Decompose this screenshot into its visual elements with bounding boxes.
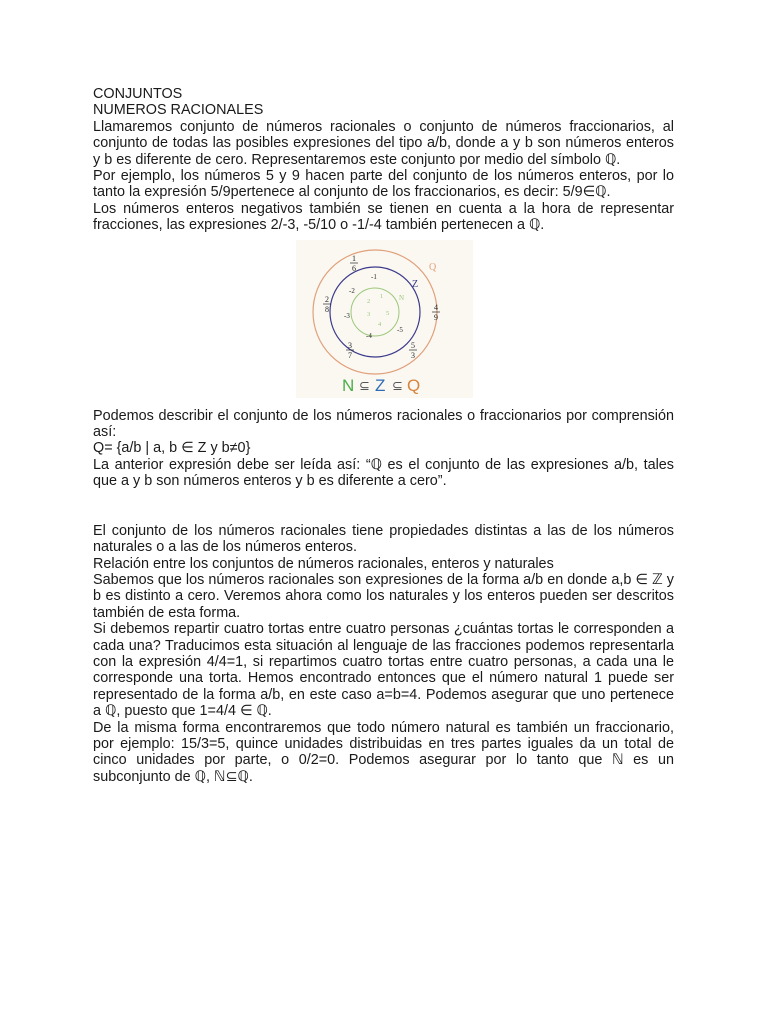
fraction-denominator: 9	[434, 312, 438, 322]
fraction-denominator: 7	[348, 350, 352, 360]
caption-integer-symbol: Z	[375, 375, 386, 395]
integer-element: -1	[371, 272, 377, 281]
caption-subset-symbol: ⊆	[359, 377, 370, 393]
subset-caption	[342, 376, 420, 395]
caption-natural-symbol: N	[342, 375, 355, 395]
document-heading-conjuntos: CONJUNTOS	[93, 86, 183, 102]
natural-elements	[367, 293, 389, 328]
paragraph-relation: Sabemos que los números racionales son expresiones de la forma a/b en donde a,b ∈ ℤ y b es distinto a cero. Veremos ahora como los naturales y los enteros pueden ser descritos también de esta forma.	[93, 571, 674, 621]
paragraph-properties: El conjunto de los números racionales tiene propiedades distintas a las de los números naturales o a las de los números enteros.	[93, 522, 674, 556]
caption-subset-symbol: ⊆	[392, 377, 403, 393]
paragraph-spacer	[93, 490, 674, 523]
natural-element: 1	[380, 292, 384, 300]
fraction-five-thirds	[409, 341, 417, 360]
integer-set-label: Z	[412, 278, 419, 290]
rational-set-label: Q	[429, 261, 437, 273]
section-subheading: Relación entre los conjuntos de números racionales, enteros y naturales	[93, 555, 554, 572]
natural-element: 5	[386, 309, 390, 317]
natural-set-circle	[351, 288, 399, 336]
fraction-numerator: 4	[434, 302, 438, 312]
fraction-numerator: 2	[325, 294, 329, 304]
paragraph-definition: Llamaremos conjunto de números racionales o conjunto de números fraccionarios, al conjunto de todas las posibles expresiones del tipo a/b, donde a y b son números enteros y b es diferente de cero. Representaremos este conjunto por medio del símbolo ℚ.	[93, 118, 674, 168]
paragraph-comprehension: Podemos describir el conjunto de los números racionales o fraccionarios por comprensión así:	[93, 407, 674, 441]
natural-element: 3	[367, 310, 371, 318]
caption-rational-symbol: Q	[407, 375, 421, 395]
fraction-numerator: 3	[348, 340, 352, 350]
paragraph-negative-integers: Los números enteros negativos también se tienen en cuenta a la hora de representar fracciones, las expresiones 2/-3, -5/10 o -1/-4 también pertenecen a ℚ.	[93, 200, 674, 234]
natural-set-label: N	[399, 293, 405, 302]
sets-diagram-svg	[296, 240, 473, 398]
paragraph-reading: La anterior expresión debe ser leída así: “ℚ es el conjunto de las expresiones a/b, tales que a y b son números enteros y b es diferente a cero”.	[93, 456, 674, 490]
figure-container	[93, 240, 674, 402]
natural-element: 4	[378, 320, 382, 328]
fraction-numerator: 1	[352, 253, 356, 263]
fraction-four-ninths	[432, 303, 440, 322]
integer-elements	[344, 273, 403, 340]
set-builder-formula: Q= {a/b | a, b ∈ Z y b≠0}	[93, 440, 251, 457]
rational-set-circle	[313, 250, 437, 374]
fraction-denominator: 6	[352, 263, 356, 273]
fraction-elements	[323, 254, 440, 360]
fraction-one-sixth	[350, 254, 358, 273]
fraction-denominator: 8	[325, 304, 329, 314]
integer-element: -2	[349, 286, 355, 295]
fraction-numerator: 5	[411, 340, 415, 350]
paragraph-example: Por ejemplo, los números 5 y 9 hacen parte del conjunto de los números enteros, por lo tanto la expresión 5/9pertenece al conjunto de los fraccionarios, es decir: 5/9∈ℚ.	[93, 168, 674, 201]
integer-element: -3	[344, 311, 350, 320]
integer-element: -5	[397, 325, 403, 334]
paragraph-naturals-subset: De la misma forma encontraremos que todo número natural es también un fraccionario, por ejemplo: 15/3=5, quince unidades distribuidas en tres partes iguales da un total de cinco unidades por parte, o 0/2=0. Podemos asegurar por lo tanto que ℕ es un subconjunto de ℚ, ℕ⊆ℚ.	[93, 719, 674, 785]
document-heading-numeros-racionales: NUMEROS RACIONALES	[93, 102, 264, 119]
fraction-denominator: 3	[411, 350, 415, 360]
integer-element: -4	[366, 331, 372, 340]
document-page	[93, 86, 674, 785]
sets-diagram	[296, 240, 473, 398]
paragraph-cakes-example: Si debemos repartir cuatro tortas entre cuatro personas ¿cuántas tortas le corresponden a cada una? Traducimos esta situación al lenguaje de las fracciones podemos representarla con la expresión 4/4=1, si repartimos cuatro tortas entre cuatro personas, a cada una le corresponde una torta. Hemos encontrado entonces que el número natural 1 puede ser representado de la forma a/b, en este caso a=b=4. Podemos asegurar que uno pertenece a ℚ, puesto que 1=4/4 ∈ ℚ.	[93, 621, 674, 720]
natural-element: 2	[367, 297, 371, 305]
